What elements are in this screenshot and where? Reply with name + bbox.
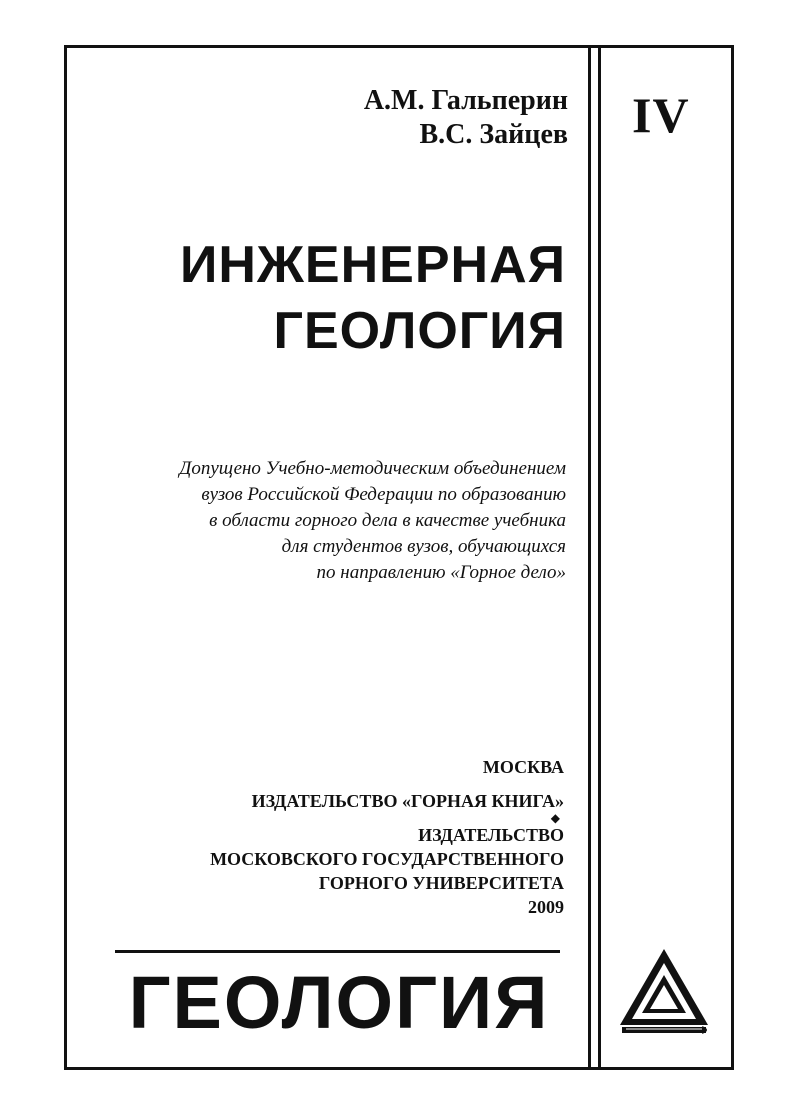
publisher-line-2: ИЗДАТЕЛЬСТВО (418, 825, 564, 845)
diamond-separator-icon: ◆ (550, 811, 560, 825)
series-title: ГЕОЛОГИЯ (128, 961, 550, 1044)
spine-line-right (598, 45, 601, 1070)
publisher-line-1: ИЗДАТЕЛЬСТВО «ГОРНАЯ КНИГА» (251, 791, 564, 811)
triangle-book-logo-icon (616, 945, 712, 1037)
author-2: В.С. Зайцев (419, 119, 568, 150)
publisher-line-4: ГОРНОГО УНИВЕРСИТЕТА (318, 873, 564, 893)
spine-line-left (588, 45, 591, 1070)
approval-line-5: по направлению «Горное дело» (316, 562, 566, 583)
authors (168, 84, 568, 152)
title-line-2: ГЕОЛОГИЯ (273, 302, 566, 360)
approval-line-1: Допущено Учебно-методическим объединением (179, 458, 566, 479)
approval-line-3: в области горного дела в качестве учебника (209, 510, 566, 531)
volume-number: IV (632, 87, 690, 143)
book-title (86, 232, 566, 364)
approval-line-4: для студентов вузов, обучающихся (281, 536, 566, 557)
publisher-city: МОСКВА (482, 757, 564, 777)
title-line-1: ИНЖЕНЕРНАЯ (179, 236, 566, 294)
approval-text (96, 456, 566, 586)
publisher-gap (94, 779, 564, 789)
publisher-line-3: МОСКОВСКОГО ГОСУДАРСТВЕННОГО (210, 849, 564, 869)
approval-line-2: вузов Российской Федерации по образованию (201, 484, 566, 505)
publisher-year: 2009 (528, 897, 564, 917)
publisher-block (94, 755, 564, 919)
author-1: А.М. Гальперин (363, 85, 568, 116)
series-divider (115, 950, 560, 953)
